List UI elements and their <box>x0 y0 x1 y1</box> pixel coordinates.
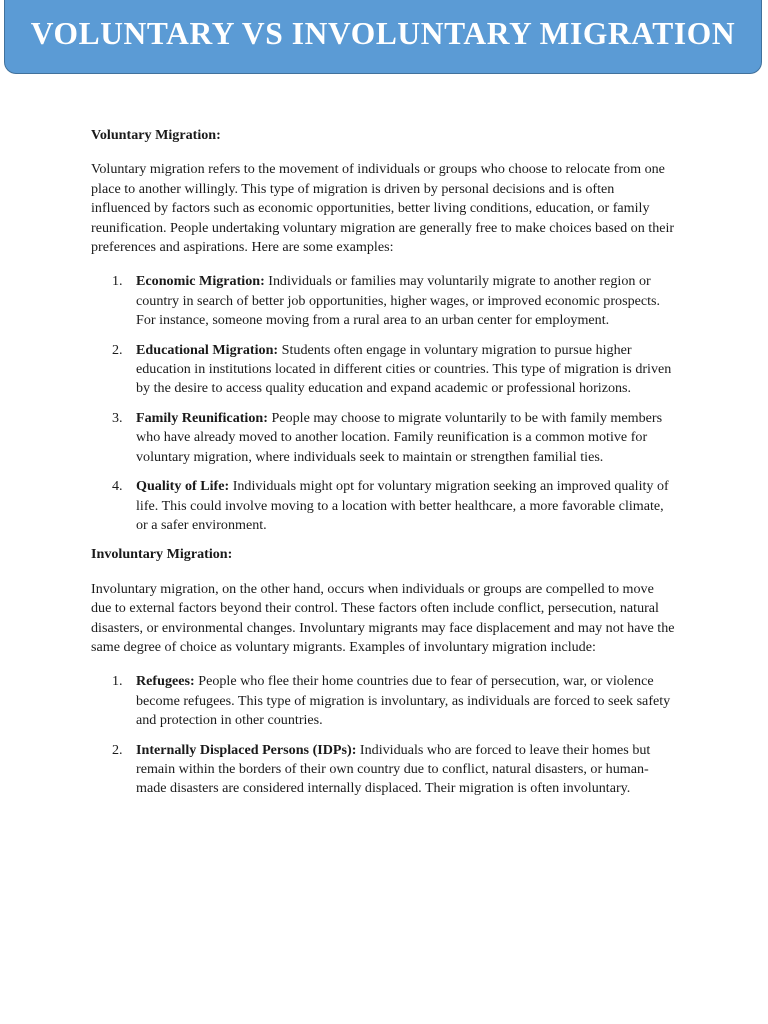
example-list <box>91 272 677 535</box>
item-term: Educational Migration: <box>136 341 279 358</box>
list-item <box>91 672 677 730</box>
item-term: Economic Migration: <box>136 273 265 290</box>
item-number: 1. <box>112 273 123 290</box>
voluntary-section <box>91 126 677 535</box>
section-intro: Voluntary migration refers to the movement of individuals or groups who choose to relocate from one place to another willingly. This type of migration is driven by personal decisions and is often influenced by factors such as economic opportunities, better living conditions, education, or family reunification. People undertaking voluntary migration are generally free to make choices based on their preferences and aspirations. Here are some examples: <box>91 161 675 256</box>
list-item <box>91 409 677 467</box>
document-body <box>91 126 677 809</box>
item-text: Students often engage in voluntary migration to pursue higher education in institutions located in different cities or countries. This type of migration is driven by the desire to access quality education and expand academic or professional horizons. <box>136 341 672 397</box>
page-title: VOLUNTARY VS INVOLUNTARY MIGRATION <box>30 15 736 51</box>
item-term: Refugees: <box>136 673 195 690</box>
involuntary-section <box>91 545 677 798</box>
item-term: Quality of Life: <box>136 478 230 495</box>
item-text: Individuals who are forced to leave their homes but remain within the borders of their own country due to conflict, natural disasters, or human-made disasters are considered internally displaced. Their migration is often involuntary. <box>136 741 651 797</box>
title-banner <box>4 0 762 74</box>
item-term: Internally Displaced Persons (IDPs): <box>136 741 357 758</box>
item-text: Individuals might opt for voluntary migration seeking an improved quality of life. This could involve moving to a location with better healthcare, a more favorable climate, or a safer environment. <box>136 478 669 533</box>
section-intro: Involuntary migration, on the other hand, occurs when individuals or groups are compelled to move due to external factors beyond their control. These factors often include conflict, persecution, natural disasters, or environmental changes. Involuntary migrants may face displacement and may not have the same degree of choice as voluntary migrants. Examples of involuntary migration include: <box>91 580 675 655</box>
example-list <box>91 672 677 798</box>
item-number: 2. <box>112 341 123 358</box>
section-heading: Involuntary Migration: <box>91 546 233 563</box>
item-number: 3. <box>112 409 123 426</box>
item-text: People who flee their home countries due to fear of persecution, war, or violence become refugees. This type of migration is involuntary, as individuals are forced to seek safety and protection in other countries. <box>136 673 671 729</box>
item-number: 4. <box>112 478 123 495</box>
list-item <box>91 741 677 799</box>
item-number: 1. <box>112 673 123 690</box>
section-heading: Voluntary Migration: <box>91 127 221 143</box>
item-text: Individuals or families may voluntarily migrate to another region or country in search of better job opportunities, higher wages, or improved economic prospects. For instance, someone moving from a rural area to an urban center for employment. <box>136 273 661 329</box>
list-item <box>91 341 677 399</box>
list-item <box>91 477 677 535</box>
list-item <box>91 272 677 330</box>
item-text: People may choose to migrate voluntarily to be with family members who have already moved to another location. Family reunification is a common motive for voluntary migration, where individuals seek to maintain or strengthen familial ties. <box>136 409 663 465</box>
item-number: 2. <box>112 741 123 758</box>
item-term: Family Reunification: <box>136 409 268 426</box>
